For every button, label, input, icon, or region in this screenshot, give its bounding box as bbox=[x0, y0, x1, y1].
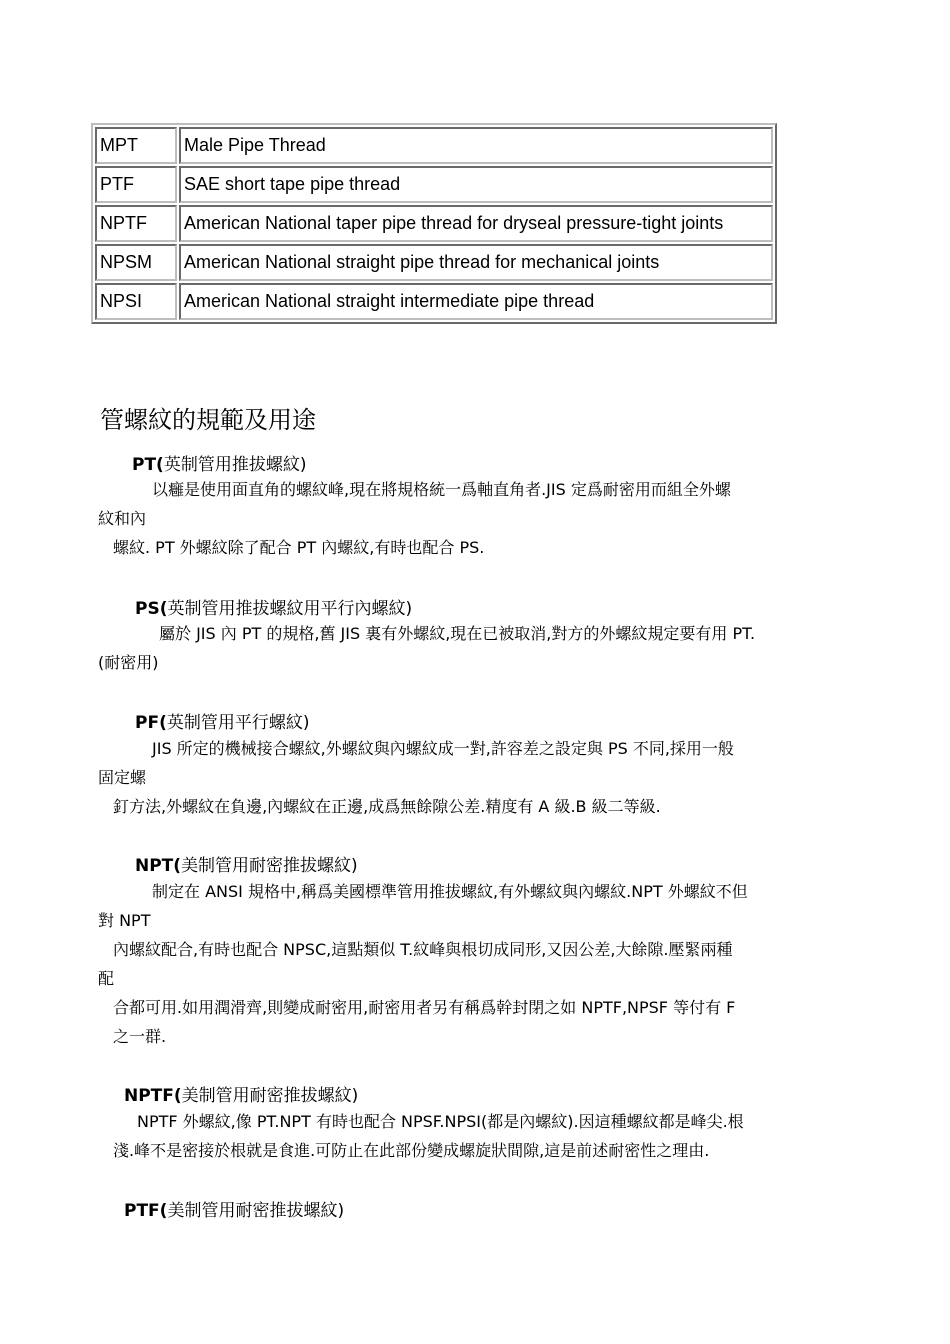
paragraph-line: JIS 所定的機械接合螺紋,外螺紋與內螺紋成一對,許容差之設定與 PS 不同,採用一般 bbox=[152, 739, 734, 758]
table-row bbox=[95, 244, 773, 281]
section-code: NPTF( bbox=[124, 1086, 182, 1106]
paragraph-line: 配 bbox=[98, 969, 115, 988]
paragraph-line: 釘方法,外螺紋在負邊,內螺紋在正邊,成爲無餘隙公差.精度有 A 級.B 級二等級. bbox=[113, 797, 661, 816]
section-name: 英制管用推拔螺紋) bbox=[163, 455, 307, 475]
section-heading-ptf bbox=[124, 1196, 344, 1221]
paragraph-line: 以癰是使用面直角的螺紋峰,現在將規格統一爲軸直角者.JIS 定爲耐密用而組全外螺 bbox=[152, 480, 731, 499]
thread-code-cell: MPT bbox=[95, 127, 177, 164]
paragraph-line: 螺紋. PT 外螺紋除了配合 PT 內螺紋,有時也配合 PS. bbox=[113, 538, 485, 557]
section-name: 英制管用平行螺紋) bbox=[166, 713, 310, 733]
thread-code-cell: NPSM bbox=[95, 244, 177, 281]
table-row bbox=[95, 283, 773, 320]
section-name: 美制管用耐密推拔螺紋) bbox=[167, 1201, 345, 1221]
paragraph-line: 固定螺 bbox=[98, 768, 147, 787]
paragraph-line: 對 NPT bbox=[98, 911, 151, 930]
thread-desc-cell: SAE short tape pipe thread bbox=[179, 166, 773, 203]
table-row bbox=[95, 127, 773, 164]
section-heading-pt bbox=[132, 450, 306, 475]
thread-desc-cell: American National straight intermediate pipe thread bbox=[179, 283, 773, 320]
section-name: 美制管用耐密推拔螺紋) bbox=[181, 1086, 359, 1106]
section-heading-ps bbox=[135, 594, 412, 619]
section-code: PT( bbox=[132, 455, 164, 475]
paragraph-line: 合都可用.如用潤滑齊,則變成耐密用,耐密用者另有稱爲幹封閉之如 NPTF,NPSF 等付有 F bbox=[113, 998, 736, 1017]
page-title: 管螺紋的規範及用途 bbox=[100, 406, 316, 434]
paragraph-line: 內螺紋配合,有時也配合 NPSC,這點類似 T.紋峰與根切成同形,又因公差,大餘隙.壓緊兩種 bbox=[113, 940, 733, 959]
paragraph-line: (耐密用) bbox=[98, 653, 159, 672]
section-name: 美制管用耐密推拔螺紋) bbox=[181, 856, 358, 876]
thread-desc-cell: American National taper pipe thread for dryseal pressure-tight joints bbox=[179, 205, 773, 242]
thread-code-cell: PTF bbox=[95, 166, 177, 203]
paragraph-line: 制定在 ANSI 規格中,稱爲美國標準管用推拔螺紋,有外螺紋與內螺紋.NPT 外螺紋不但 bbox=[152, 882, 748, 901]
section-code: NPT( bbox=[135, 856, 182, 876]
thread-desc-cell: Male Pipe Thread bbox=[179, 127, 773, 164]
section-code: PTF( bbox=[124, 1201, 168, 1221]
paragraph-line: NPTF 外螺紋,像 PT.NPT 有時也配合 NPSF.NPSI(都是內螺紋).因這種螺紋都是峰尖.根 bbox=[137, 1112, 744, 1131]
thread-desc-cell: American National straight pipe thread for mechanical joints bbox=[179, 244, 773, 281]
paragraph-line: 淺.峰不是密接於根就是食進.可防止在此部份變成螺旋狀間隙,這是前述耐密性之理由. bbox=[113, 1141, 710, 1160]
table-row bbox=[95, 166, 773, 203]
section-heading-nptf bbox=[124, 1081, 358, 1106]
paragraph-line: 屬於 JIS 內 PT 的規格,舊 JIS 裏有外螺紋,現在已被取消,對方的外螺紋規定要有用 PT. bbox=[159, 624, 756, 643]
section-code: PS( bbox=[135, 599, 168, 619]
thread-code-cell: NPTF bbox=[95, 205, 177, 242]
section-heading-npt bbox=[135, 851, 358, 876]
section-heading-pf bbox=[135, 708, 309, 733]
thread-type-table bbox=[91, 123, 777, 324]
table-row bbox=[95, 205, 773, 242]
thread-code-cell: NPSI bbox=[95, 283, 177, 320]
section-name: 英制管用推拔螺紋用平行內螺紋) bbox=[167, 599, 413, 619]
paragraph-line: 紋和內 bbox=[98, 509, 147, 528]
section-code: PF( bbox=[135, 713, 167, 733]
paragraph-line: 之一群. bbox=[113, 1027, 167, 1046]
